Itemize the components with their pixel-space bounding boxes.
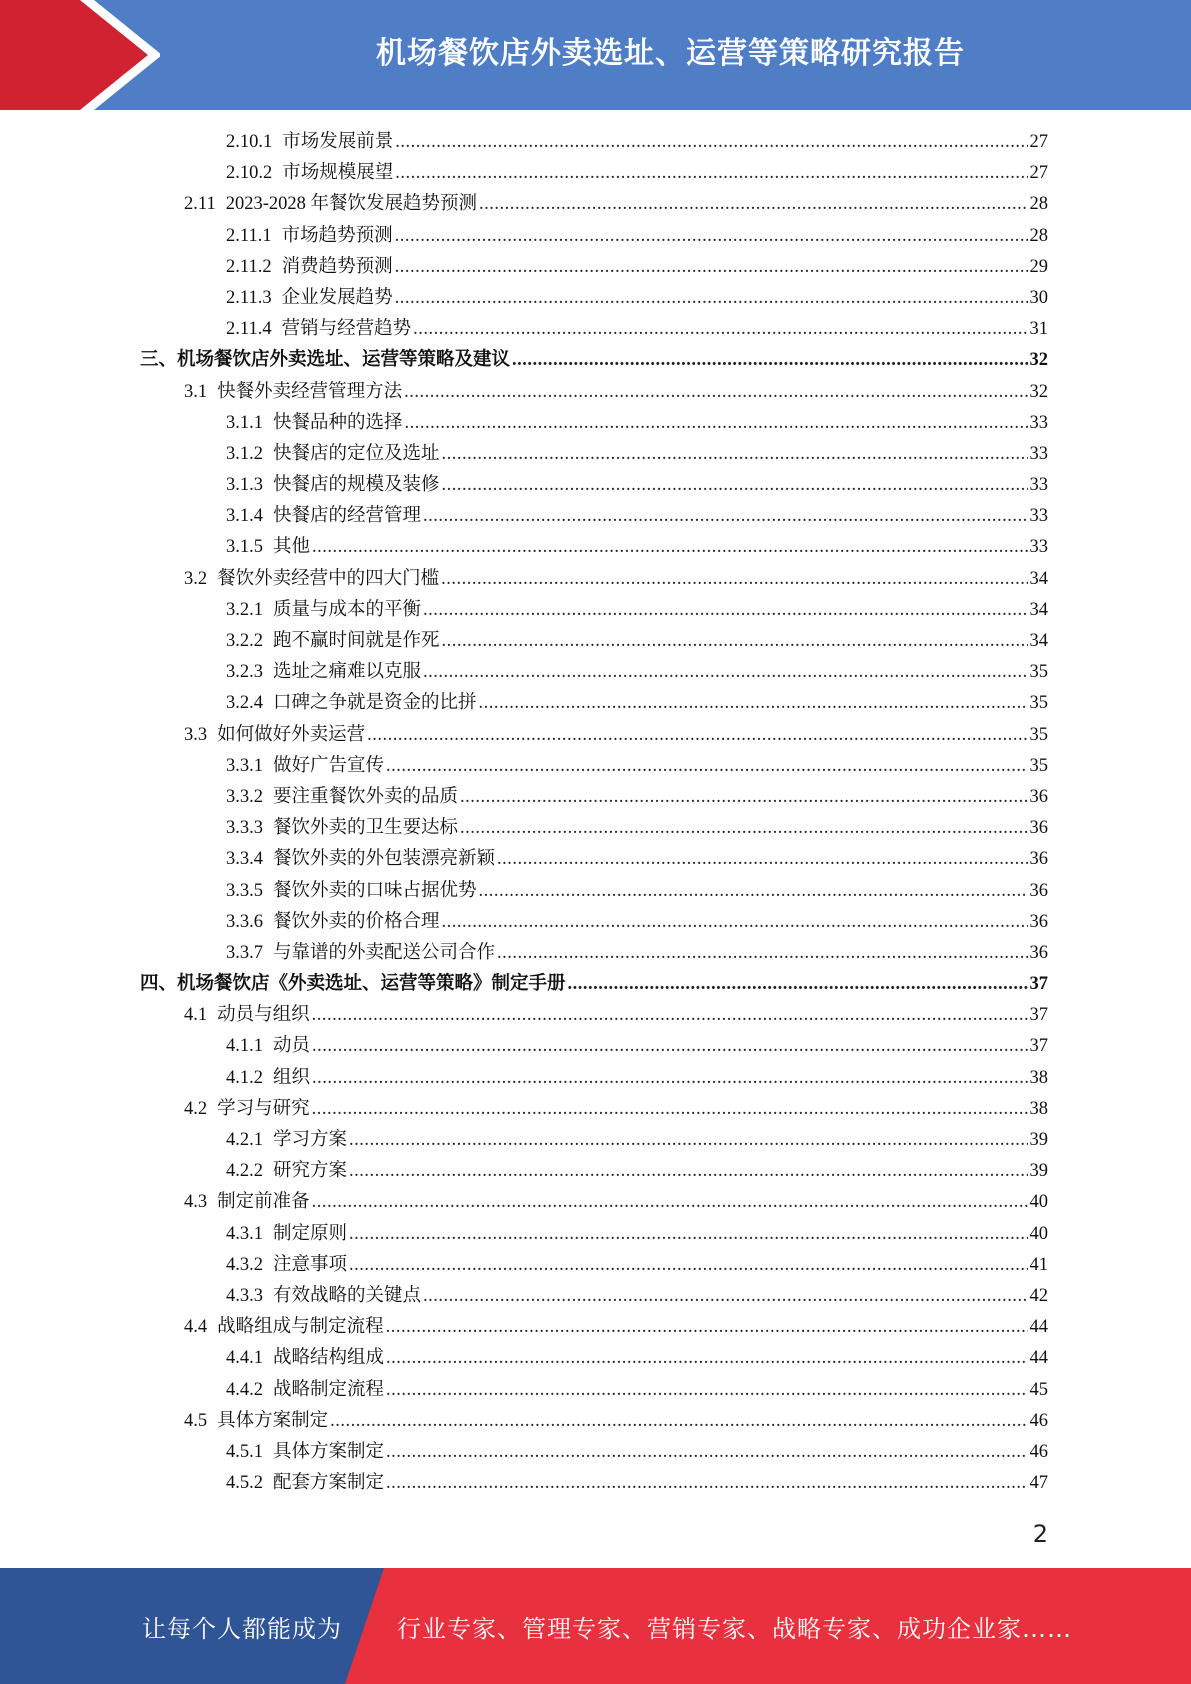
toc-dot-leader [512, 345, 1027, 376]
toc-entry-title: 学习方案 [273, 1130, 348, 1150]
toc-entry-number: 4.5 [184, 1410, 208, 1431]
toc-entry[interactable] [140, 1343, 1048, 1374]
toc-entry-number: 3.3.6 [226, 911, 263, 932]
toc-entry[interactable] [140, 408, 1048, 439]
toc-entry-page: 27 [1029, 163, 1048, 184]
toc-entry-title: 快餐店的定位及选址 [273, 443, 440, 464]
toc-entry-page: 33 [1029, 412, 1048, 433]
toc-entry-title: 制定前准备 [217, 1192, 310, 1213]
toc-entry[interactable] [140, 1468, 1048, 1499]
toc-dot-leader [413, 314, 1027, 345]
toc-entry-title: 口碑之争就是资金的比拼 [273, 693, 477, 714]
toc-entry-number: 3.2.4 [226, 693, 263, 714]
toc-entry-page: 28 [1029, 225, 1048, 246]
table-of-contents [140, 127, 1048, 1499]
toc-entry-page: 28 [1029, 194, 1048, 215]
toc-entry[interactable] [140, 564, 1048, 595]
toc-entry-title: 餐饮外卖的外包装漂亮新颖 [273, 849, 496, 870]
toc-entry-title: 餐饮外卖的卫生要达标 [273, 818, 459, 839]
toc-entry[interactable] [140, 127, 1048, 158]
toc-entry[interactable] [140, 1000, 1048, 1031]
toc-dot-leader [312, 1063, 1027, 1094]
toc-entry-number: 4.1 [184, 1005, 208, 1026]
toc-entry[interactable] [140, 501, 1048, 532]
toc-entry-number: 4.4 [184, 1317, 208, 1338]
toc-dot-leader [395, 252, 1028, 283]
toc-entry[interactable] [140, 345, 1048, 376]
toc-entry-page: 37 [1029, 974, 1048, 995]
toc-entry-number: 3.3.4 [226, 849, 263, 870]
toc-entry[interactable] [140, 314, 1048, 345]
toc-dot-leader [349, 1125, 1027, 1156]
toc-entry-number: 4.3 [184, 1192, 208, 1213]
toc-entry-page: 38 [1029, 1098, 1048, 1119]
toc-entry-page: 37 [1029, 1036, 1048, 1057]
toc-entry-page: 33 [1029, 443, 1048, 464]
toc-entry-page: 39 [1029, 1161, 1048, 1182]
toc-entry-title: 战略组成与制定流程 [217, 1317, 384, 1338]
toc-entry-title: 选址之痛难以克服 [273, 662, 422, 683]
toc-entry[interactable] [140, 938, 1048, 969]
toc-entry[interactable] [140, 1156, 1048, 1187]
toc-entry[interactable] [140, 1437, 1048, 1468]
footer-slogan-right: 行业专家、管理专家、营销专家、战略专家、成功企业家…… [397, 1614, 1072, 1643]
toc-dot-leader [330, 1406, 1027, 1437]
toc-entry-page: 36 [1029, 911, 1048, 932]
document-title: 机场餐饮店外卖选址、运营等策略研究报告 [376, 36, 965, 71]
toc-dot-leader [479, 876, 1028, 907]
toc-dot-leader [395, 283, 1028, 314]
toc-entry-number: 3.3.5 [226, 880, 263, 901]
toc-dot-leader [568, 969, 1028, 1000]
page-number: 2 [1032, 1520, 1048, 1548]
toc-dot-leader [423, 501, 1027, 532]
toc-entry[interactable] [140, 595, 1048, 626]
toc-entry-page: 35 [1029, 662, 1048, 683]
toc-entry-number: 3.2.1 [226, 599, 263, 620]
toc-entry-page: 32 [1029, 381, 1048, 402]
toc-entry-number: 3.2.3 [226, 662, 263, 683]
toc-entry-page: 33 [1029, 537, 1048, 558]
toc-entry-number: 4.2.2 [226, 1161, 263, 1182]
toc-dot-leader [405, 408, 1028, 439]
toc-dot-leader [386, 1375, 1027, 1406]
toc-entry-page: 36 [1029, 849, 1048, 870]
toc-entry-title: 制定原则 [273, 1223, 348, 1244]
toc-entry-page: 40 [1029, 1192, 1048, 1213]
toc-entry-title: 学习与研究 [217, 1098, 310, 1119]
toc-entry[interactable] [140, 470, 1048, 501]
toc-entry-title: 要注重餐饮外卖的品质 [273, 786, 459, 807]
toc-dot-leader [349, 1219, 1027, 1250]
toc-entry-number: 2.11.2 [226, 256, 272, 277]
toc-entry-title: 战略制定流程 [273, 1379, 385, 1400]
toc-entry-page: 44 [1029, 1317, 1048, 1338]
toc-dot-leader [423, 1281, 1027, 1312]
toc-dot-leader [442, 439, 1028, 470]
toc-entry-page: 39 [1029, 1130, 1048, 1150]
toc-entry[interactable] [140, 813, 1048, 844]
toc-entry[interactable] [140, 844, 1048, 875]
toc-entry[interactable] [140, 688, 1048, 719]
toc-dot-leader [442, 626, 1028, 657]
toc-entry-number: 3.3.7 [226, 942, 263, 963]
toc-entry-title: 快餐外卖经营管理方法 [217, 381, 403, 402]
toc-entry-page: 30 [1029, 287, 1048, 308]
toc-entry-page: 36 [1029, 880, 1048, 901]
toc-entry[interactable] [140, 1281, 1048, 1312]
toc-entry-page: 44 [1029, 1348, 1048, 1369]
toc-entry-page: 47 [1029, 1473, 1048, 1494]
toc-entry-title: 具体方案制定 [273, 1441, 385, 1462]
toc-entry-number: 4.5.1 [226, 1441, 263, 1462]
toc-entry-page: 36 [1029, 818, 1048, 839]
toc-dot-leader [349, 1156, 1027, 1187]
toc-entry-title: 餐饮外卖的口味占据优势 [273, 880, 477, 901]
toc-entry[interactable] [140, 1375, 1048, 1406]
toc-entry-page: 32 [1029, 350, 1048, 371]
toc-entry-number: 2.10.2 [226, 163, 273, 184]
toc-dot-leader [386, 751, 1027, 782]
footer-slogan-left: 让每个人都能成为 [142, 1614, 342, 1643]
toc-entry-number: 4.3.1 [226, 1223, 263, 1244]
toc-entry-number: 4.3.3 [226, 1285, 263, 1306]
toc-entry-number: 3.3.2 [226, 786, 263, 807]
toc-dot-leader [460, 813, 1027, 844]
header-banner [0, 0, 1191, 110]
toc-entry-page: 36 [1029, 786, 1048, 807]
toc-dot-leader [312, 1094, 1028, 1125]
toc-dot-leader [423, 595, 1027, 626]
toc-entry-page: 41 [1029, 1254, 1048, 1275]
toc-dot-leader [349, 1250, 1027, 1281]
toc-entry[interactable] [140, 876, 1048, 907]
toc-entry[interactable] [140, 720, 1048, 751]
toc-entry-title: 市场趋势预测 [281, 225, 393, 246]
toc-dot-leader [423, 657, 1027, 688]
toc-entry-page: 35 [1029, 693, 1048, 714]
toc-entry[interactable] [140, 377, 1048, 408]
toc-entry-title: 市场发展前景 [282, 132, 394, 152]
toc-entry[interactable] [140, 1094, 1048, 1125]
toc-entry-page: 45 [1029, 1379, 1048, 1400]
toc-entry[interactable] [140, 907, 1048, 938]
toc-entry[interactable] [140, 969, 1048, 1000]
toc-entry-number: 3.1.2 [226, 443, 263, 464]
toc-entry-title: 跑不赢时间就是作死 [273, 631, 440, 651]
toc-entry-number: 3.3.3 [226, 818, 263, 839]
toc-entry-title: 战略结构组成 [273, 1348, 385, 1369]
toc-entry-title: 其他 [273, 537, 311, 558]
toc-entry[interactable] [140, 626, 1048, 657]
toc-entry-title: 餐饮外卖经营中的四大门槛 [217, 568, 440, 589]
toc-entry[interactable] [140, 782, 1048, 813]
toc-entry-title: 组织 [273, 1067, 311, 1088]
toc-entry-number: 3.1.1 [226, 412, 263, 433]
toc-entry-title: 消费趋势预测 [281, 256, 393, 277]
toc-dot-leader [312, 1000, 1028, 1031]
toc-dot-leader [386, 1437, 1027, 1468]
toc-entry-number: 4.1.1 [226, 1036, 263, 1057]
toc-entry[interactable] [140, 252, 1048, 283]
toc-dot-leader [386, 1312, 1028, 1343]
toc-entry[interactable] [140, 439, 1048, 470]
toc-dot-leader [312, 1187, 1028, 1218]
toc-entry[interactable] [140, 283, 1048, 314]
toc-entry[interactable] [140, 221, 1048, 252]
toc-entry-page: 33 [1029, 475, 1048, 496]
toc-entry-page: 40 [1029, 1223, 1048, 1244]
toc-entry-title: 质量与成本的平衡 [273, 599, 422, 620]
toc-entry-number: 2.10.1 [226, 132, 273, 152]
toc-dot-leader [404, 377, 1027, 408]
toc-entry-number: 4.4.1 [226, 1348, 263, 1369]
toc-entry-title: 营销与经营趋势 [281, 319, 412, 340]
toc-dot-leader [312, 1031, 1027, 1062]
toc-entry[interactable] [140, 751, 1048, 782]
toc-entry-number: 3.3.1 [226, 755, 263, 776]
toc-entry-title: 企业发展趋势 [281, 287, 393, 308]
toc-entry-number: 3.1.3 [226, 475, 263, 496]
toc-dot-leader [442, 470, 1028, 501]
toc-entry-page: 29 [1029, 256, 1048, 277]
toc-entry-number: 2.11 [184, 194, 216, 215]
toc-entry-number: 4.5.2 [226, 1473, 263, 1494]
toc-entry-title: 快餐店的规模及装修 [273, 475, 440, 496]
toc-entry[interactable] [140, 1406, 1048, 1437]
toc-dot-leader [395, 158, 1027, 189]
toc-entry-page: 34 [1029, 631, 1048, 651]
toc-entry-title: 四、机场餐饮店《外卖选址、运营等策略》制定手册 [140, 974, 566, 995]
toc-entry-number: 3.1.4 [226, 506, 263, 527]
toc-entry-page: 35 [1029, 724, 1048, 745]
toc-entry-number: 3.2 [184, 568, 208, 589]
toc-entry-number: 2.11.3 [226, 287, 272, 308]
toc-entry-number: 3.1.5 [226, 537, 263, 558]
toc-entry-number: 2.11.4 [226, 319, 272, 340]
toc-entry[interactable] [140, 532, 1048, 563]
toc-dot-leader [441, 564, 1027, 595]
toc-entry-number: 4.3.2 [226, 1254, 263, 1275]
toc-entry-title: 市场规模展望 [282, 163, 394, 184]
toc-entry-title: 餐饮外卖的价格合理 [273, 911, 440, 932]
toc-entry-title: 动员与组织 [217, 1005, 310, 1026]
toc-entry-title: 具体方案制定 [217, 1410, 329, 1431]
toc-entry-page: 34 [1029, 599, 1048, 620]
toc-entry-title: 如何做好外卖运营 [217, 724, 366, 745]
toc-entry-page: 31 [1029, 319, 1048, 340]
toc-entry[interactable] [140, 189, 1048, 220]
toc-entry-number: 4.2.1 [226, 1130, 263, 1150]
header-arrow-graphic [0, 0, 160, 110]
footer-banner [0, 1568, 1191, 1684]
toc-entry-title: 研究方案 [273, 1161, 348, 1182]
toc-entry[interactable] [140, 1063, 1048, 1094]
toc-dot-leader [460, 782, 1027, 813]
toc-dot-leader [479, 688, 1028, 719]
toc-dot-leader [386, 1468, 1027, 1499]
toc-entry[interactable] [140, 158, 1048, 189]
toc-entry-number: 3.3 [184, 724, 208, 745]
toc-entry-page: 42 [1029, 1285, 1048, 1306]
toc-entry-number: 4.1.2 [226, 1067, 263, 1088]
toc-entry-page: 37 [1029, 1005, 1048, 1026]
toc-entry-number: 2.11.1 [226, 225, 272, 246]
toc-entry[interactable] [140, 1125, 1048, 1156]
toc-entry-page: 36 [1029, 942, 1048, 963]
toc-entry-page: 35 [1029, 755, 1048, 776]
toc-dot-leader [386, 1343, 1027, 1374]
toc-dot-leader [497, 938, 1027, 969]
toc-dot-leader [395, 221, 1028, 252]
toc-entry-page: 34 [1029, 568, 1048, 589]
toc-entry-number: 4.2 [184, 1098, 208, 1119]
toc-entry-title: 注意事项 [273, 1254, 348, 1275]
toc-entry-page: 38 [1029, 1067, 1048, 1088]
toc-dot-leader [312, 532, 1027, 563]
toc-entry[interactable] [140, 1031, 1048, 1062]
toc-entry[interactable] [140, 1312, 1048, 1343]
toc-entry-title: 2023-2028 年餐饮发展趋势预测 [225, 194, 477, 215]
toc-entry-number: 3.1 [184, 381, 208, 402]
toc-entry-title: 快餐店的经营管理 [273, 506, 422, 527]
toc-entry-title: 配套方案制定 [273, 1473, 385, 1494]
toc-entry-number: 4.4.2 [226, 1379, 263, 1400]
toc-entry-page: 33 [1029, 506, 1048, 527]
toc-entry-title: 动员 [273, 1036, 311, 1057]
toc-entry-title: 快餐品种的选择 [273, 412, 403, 433]
toc-entry-title: 有效战略的关键点 [273, 1285, 422, 1306]
toc-dot-leader [442, 907, 1028, 938]
toc-dot-leader [497, 844, 1027, 875]
toc-dot-leader [367, 720, 1027, 751]
toc-entry-title: 与靠谱的外卖配送公司合作 [273, 942, 496, 963]
toc-dot-leader [395, 127, 1027, 158]
toc-entry-page: 46 [1029, 1410, 1048, 1431]
toc-entry[interactable] [140, 657, 1048, 688]
toc-entry-page: 46 [1029, 1441, 1048, 1462]
toc-entry[interactable] [140, 1250, 1048, 1281]
toc-entry-number: 3.2.2 [226, 631, 263, 651]
toc-entry[interactable] [140, 1219, 1048, 1250]
toc-entry-page: 27 [1029, 132, 1048, 152]
toc-entry-title: 三、机场餐饮店外卖选址、运营等策略及建议 [140, 350, 511, 371]
toc-dot-leader [479, 189, 1028, 220]
toc-entry[interactable] [140, 1187, 1048, 1218]
toc-entry-title: 做好广告宣传 [273, 755, 385, 776]
